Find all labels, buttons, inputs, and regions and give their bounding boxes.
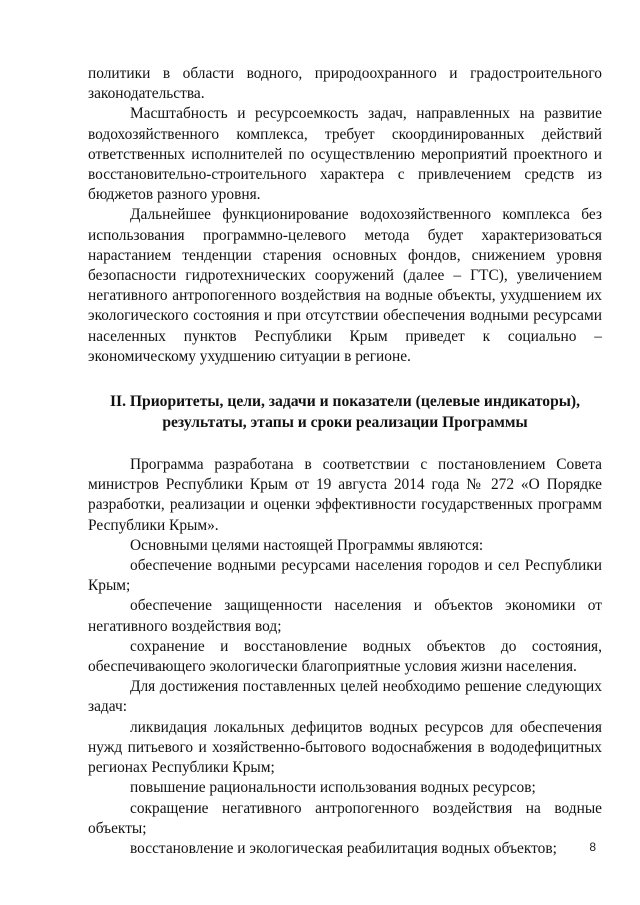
list-item: сохранение и восстановление водных объектов до состояния, обеспечивающего экологически благоприятные условия жизни населения.: [88, 637, 602, 676]
list-item: ликвидация локальных дефицитов водных ресурсов для обеспечения нужд питьевого и хозяйственно-бытового водоснабжения в вододефицитных регионах Республики Крым;: [88, 718, 602, 777]
list-item: обеспечение защищенности населения и объектов экономики от негативного воздействия вод;: [88, 597, 602, 635]
paragraph: политики в области водного, природоохранного и градостроительного законодательства.: [88, 65, 602, 103]
list-item: обеспечение водными ресурсами населения городов и сел Республики Крым;: [88, 557, 602, 595]
section-heading-line: результаты, этапы и сроки реализации Программы: [162, 414, 528, 432]
paragraph: Для достижения поставленных целей необходимо решение следующих задач:: [88, 678, 602, 716]
paragraph: Дальнейшее функционирование водохозяйственного комплекса без использования программно-целевого метода будет характеризоваться нарастанием тенденции старения основных фондов, снижением уровня безопасности гидротехнических сооружений (далее – ГТС), увеличением негативного антропогенного воздействия на водные объекты, ухудшением их экологического состояния и при отсутствии обеспечения водными ресурсами населенных пунктов Республики Крым приведет к социально – экономическому ухудшению ситуации в регионе.: [88, 206, 602, 365]
paragraph: Основными целями настоящей Программы являются:: [130, 536, 484, 554]
list-item: восстановление и экологическая реабилитация водных объектов;: [130, 839, 557, 857]
paragraph: Масштабность и ресурсоемкость задач, направленных на развитие водохозяйственного комплекса, требует скоординированных действий ответственных исполнителей по осуществлению мероприятий проектного и восстановительно-строительного характера с привлечением средств из бюджетов разного уровня.: [88, 105, 602, 204]
page-number: 8: [589, 840, 596, 854]
body-text-before: [88, 64, 602, 367]
list-item: повышение рациональности использования водных ресурсов;: [130, 779, 536, 797]
list-item: сокращение негативного антропогенного воздействия на водные объекты;: [88, 799, 602, 837]
section-heading: [88, 391, 602, 433]
body-text-after: [88, 455, 602, 859]
section-heading-line: II. Приоритеты, цели, задачи и показатели (целевые индикаторы),: [109, 393, 581, 411]
paragraph: Программа разработана в соответствии с постановлением Совета министров Республики Крым от 19 августа 2014 года № 272 «О Порядке разработки, реализации и оценки эффективности государственных программ Республики Крым».: [88, 456, 602, 534]
